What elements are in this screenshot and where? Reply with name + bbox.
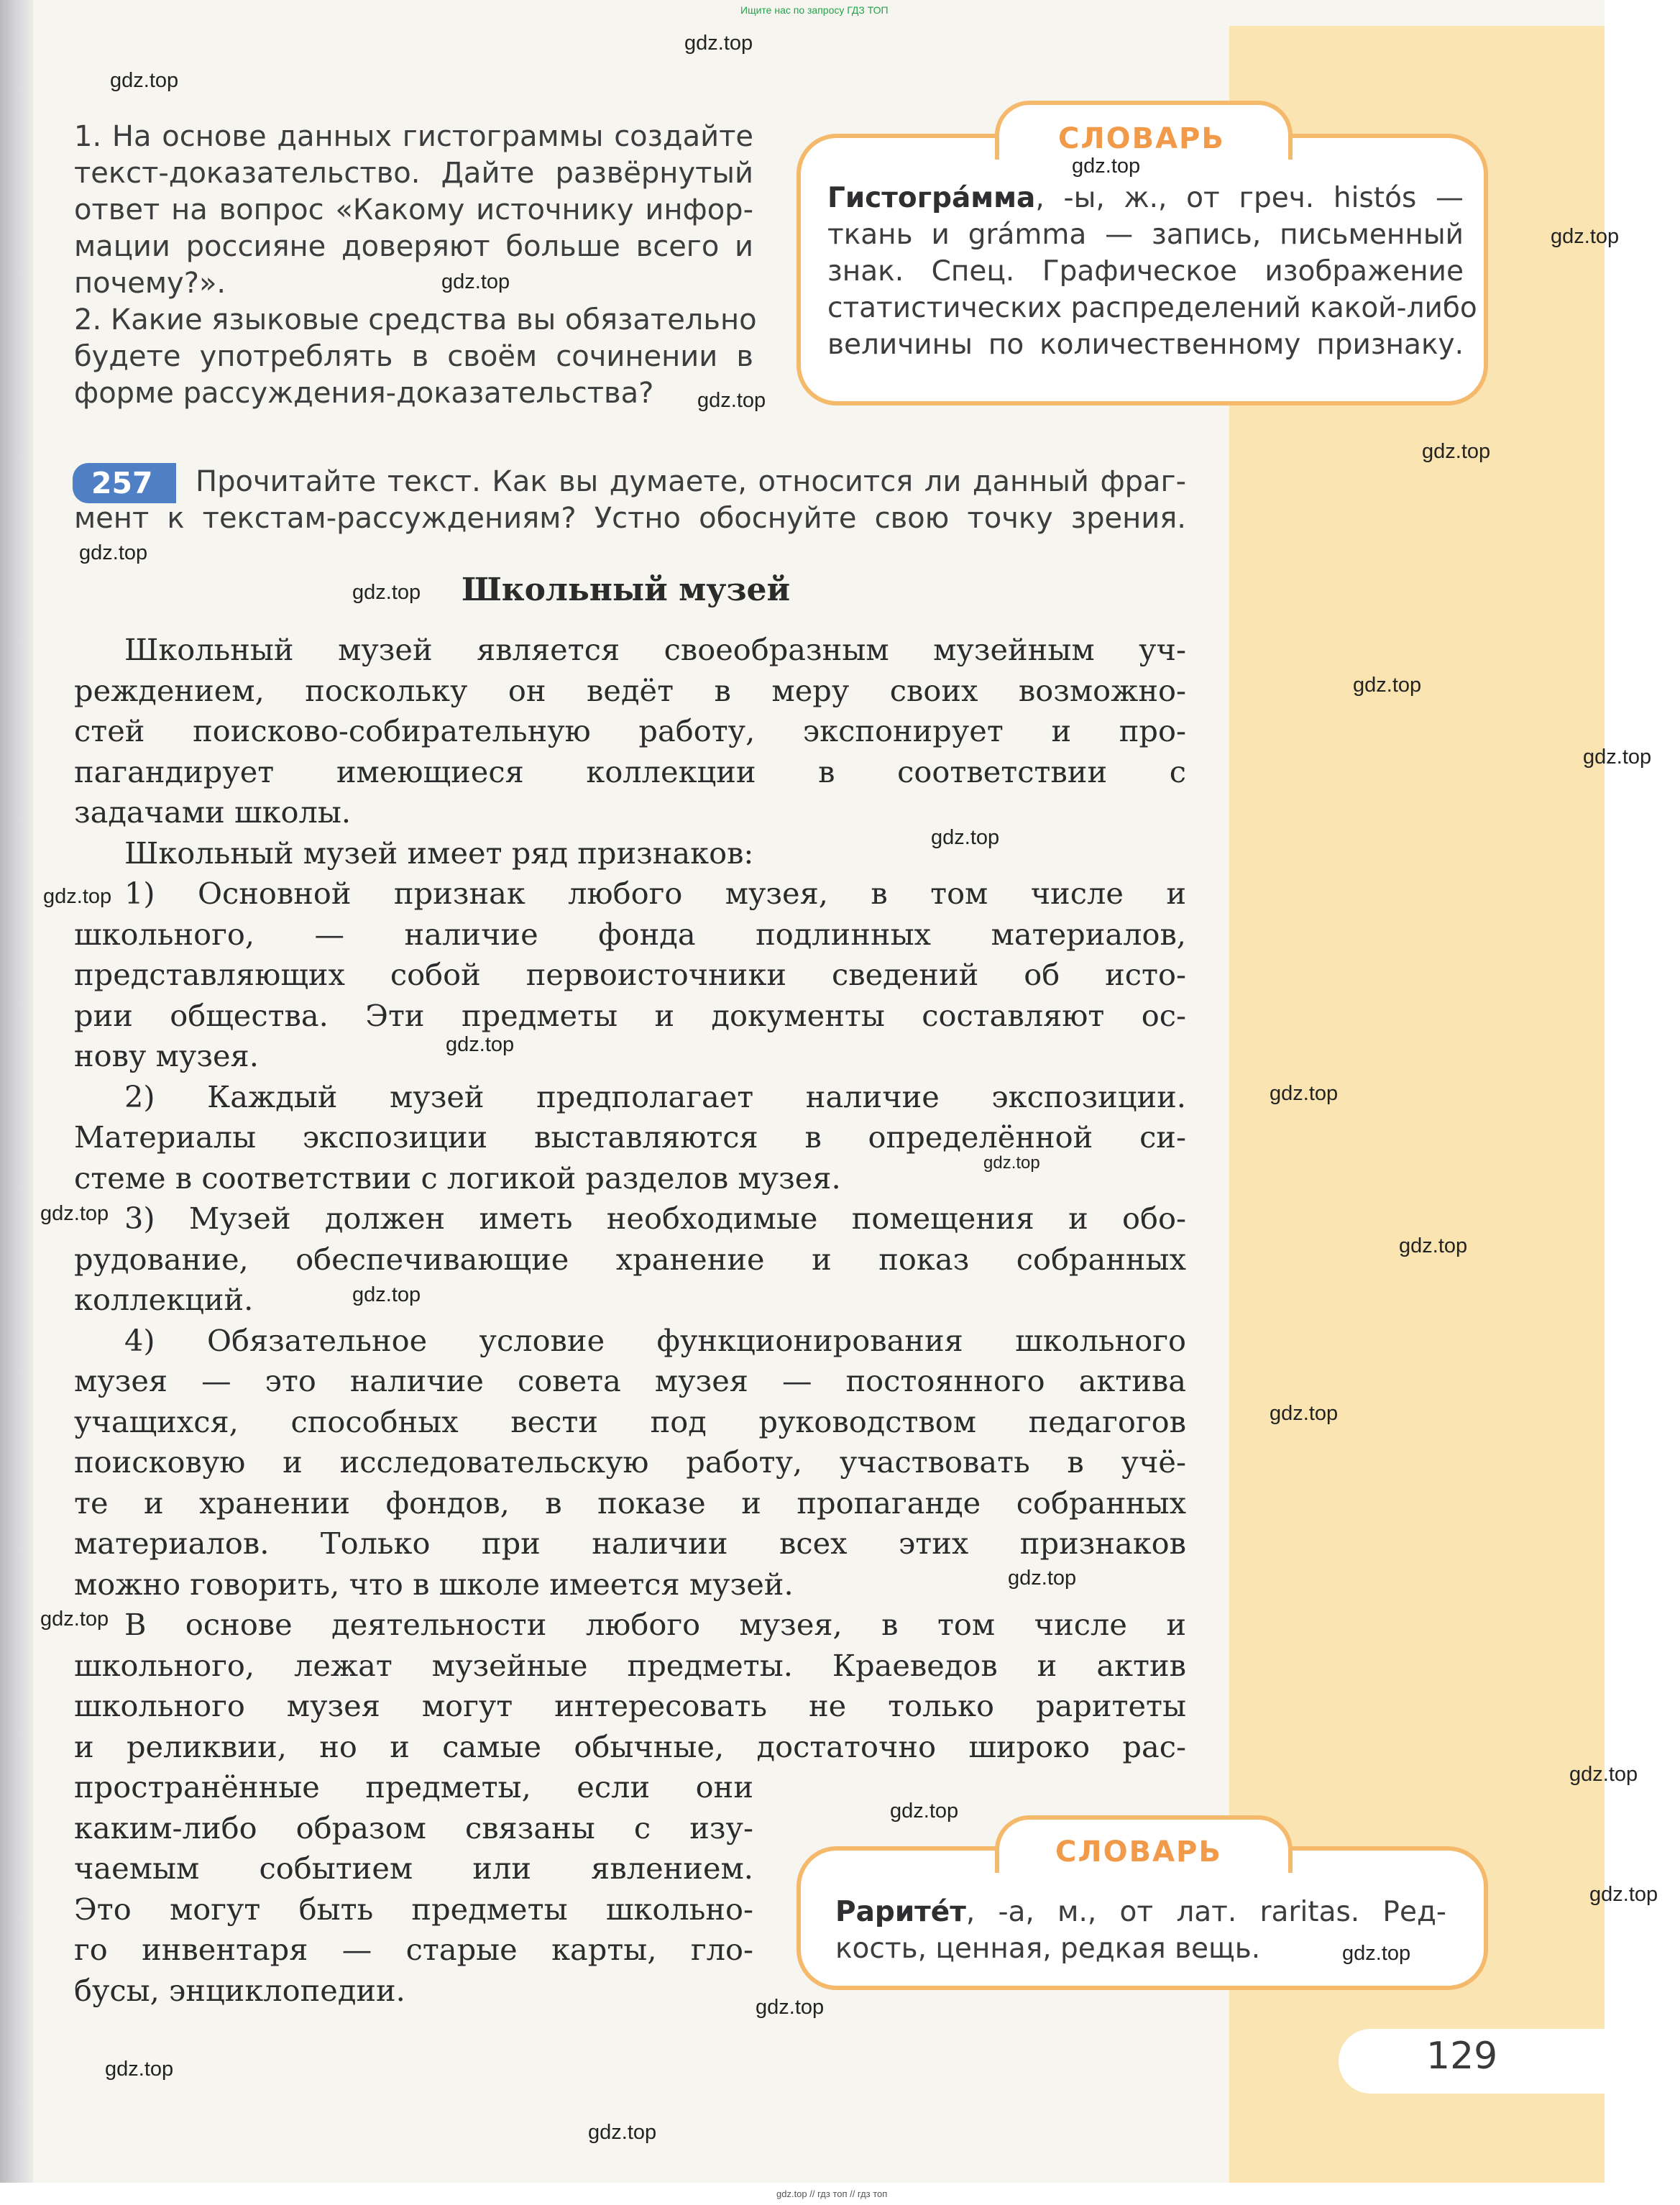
watermark-link[interactable]: gdz.top: [1342, 1942, 1411, 1965]
watermark-link[interactable]: gdz.top: [1270, 1082, 1339, 1105]
page-number: 129: [1426, 2035, 1498, 2078]
dictionary-term: Раритéт: [835, 1896, 966, 1928]
main-text-narrow: [74, 1767, 753, 2011]
watermark-link[interactable]: gdz.top: [40, 1202, 109, 1225]
watermark-link[interactable]: gdz.top: [79, 541, 148, 564]
text-line: пространённые предметы, если они: [74, 1769, 753, 1805]
exercise-instructions-cont: [74, 500, 1186, 537]
watermark-link[interactable]: gdz.top: [105, 2058, 174, 2081]
watermark-link[interactable]: gdz.top: [40, 1608, 109, 1631]
text-title: Школьный музей: [462, 572, 791, 608]
text-line: представляющих собой первоисточники сведений об исто-: [74, 957, 1186, 992]
dictionary-definition: [827, 180, 1477, 363]
exercise-instructions: [196, 464, 1186, 500]
definition-line: Гистогра́мма, -ы, ж., от греч. histós —: [827, 182, 1464, 214]
text-line: материалов. Только при наличии всех этих признаков: [74, 1526, 1186, 1561]
question-line: текст-доказательство. Дайте развёрнутый: [74, 157, 753, 190]
watermark-link[interactable]: gdz.top: [110, 69, 179, 92]
watermark-link[interactable]: gdz.top: [441, 270, 510, 293]
text-line: школьного музея могут интересовать не только раритеты: [74, 1688, 1186, 1723]
watermark-link[interactable]: gdz.top: [1072, 155, 1141, 178]
text-line: рии общества. Эти предметы и документы составляют ос-: [74, 997, 1186, 1033]
exercise-number-badge: 257: [73, 463, 176, 503]
watermark-link[interactable]: gdz.top: [983, 1153, 1040, 1173]
text-line: В основе деятельности любого музея, в том числе и: [124, 1607, 1186, 1642]
text-line: поисковую и исследовательскую работу, участвовать в учё-: [74, 1444, 1186, 1480]
text-line: те и хранении фондов, в показе и пропаганде собранных: [74, 1485, 1186, 1521]
text-line: школьного, — наличие фонда подлинных материалов,: [74, 916, 1186, 952]
text-line: Это могут быть предметы школьно-: [74, 1891, 753, 1927]
dictionary-title: СЛОВАРЬ: [1058, 122, 1225, 155]
watermark-link[interactable]: gdz.top: [931, 826, 1000, 849]
definition-line: Раритéт, -а, м., от лат. raritas. Ред-: [835, 1896, 1446, 1928]
watermark-link[interactable]: gdz.top: [1008, 1567, 1077, 1590]
question-line: будете употреблять в своём сочинении в: [74, 340, 753, 373]
watermark-link[interactable]: gdz.top: [756, 1996, 825, 2019]
watermark-link[interactable]: gdz.top: [446, 1033, 515, 1056]
page-binding-shadow: [0, 0, 33, 2205]
text-line: го инвентаря — старые карты, гло-: [74, 1932, 753, 1967]
instruction-line: Прочитайте текст. Как вы думаете, относится ли данный фраг-: [196, 465, 1186, 498]
text-line: задачами школы.: [74, 794, 352, 830]
watermark-link[interactable]: gdz.top: [1353, 674, 1422, 697]
watermark-link[interactable]: gdz.top: [697, 389, 766, 412]
question-line: ответ на вопрос «Какому источнику инфор-: [74, 193, 753, 226]
watermark-link[interactable]: gdz.top: [1399, 1234, 1468, 1257]
text-line: 4) Обязательное условие функционирования школьного: [124, 1322, 1186, 1358]
text-line: коллекций.: [74, 1282, 254, 1317]
text-line: можно говорить, что в школе имеется музей.: [74, 1566, 794, 1602]
text-line: Школьный музей имеет ряд признаков:: [124, 835, 754, 871]
text-line: школьного, лежат музейные предметы. Краеведов и актив: [74, 1647, 1186, 1683]
text-line: и реликвии, но и самые обычные, достаточно широко рас-: [74, 1728, 1186, 1764]
text-line: Школьный музей является своеобразным музейным уч-: [124, 632, 1186, 667]
watermark-link[interactable]: gdz.top: [588, 2121, 657, 2144]
dictionary-term: Гистогра́мма: [827, 182, 1036, 214]
main-text: [74, 630, 1186, 1767]
watermark-link[interactable]: gdz.top: [890, 1800, 959, 1823]
site-banner[interactable]: Ищите нас по запросу ГДЗ ТОП: [740, 4, 889, 16]
text-line: нову музея.: [74, 1038, 259, 1073]
question-line: 2. Какие языковые средства вы обязательно: [74, 303, 757, 336]
definition-line: кость, ценная, редкая вещь.: [835, 1933, 1261, 1965]
watermark-link[interactable]: gdz.top: [352, 1283, 421, 1306]
definition-line: величины по количественному признаку.: [827, 329, 1464, 361]
questions-block: [74, 119, 757, 412]
text-line: стей поисково-собирательную работу, экспонирует и про-: [74, 713, 1186, 748]
question-line: 1. На основе данных гистограммы создайте: [74, 120, 753, 153]
text-line: 3) Музей должен иметь необходимые помещения и обо-: [124, 1201, 1186, 1236]
dictionary-title: СЛОВАРЬ: [1055, 1835, 1222, 1869]
question-line: форме рассуждения-доказательства?: [74, 377, 654, 410]
watermark-link[interactable]: gdz.top: [1551, 225, 1620, 248]
text-line: музея — это наличие совета музея — постоянного актива: [74, 1363, 1186, 1398]
watermark-link[interactable]: gdz.top: [43, 885, 112, 908]
question-line: почему?».: [74, 267, 226, 300]
text-line: реждением, поскольку он ведёт в меру своих возможно-: [74, 672, 1186, 708]
text-line: каким-либо образом связаны с изу-: [74, 1810, 753, 1846]
watermark-link[interactable]: gdz.top: [1422, 440, 1491, 463]
text-line: Материалы экспозиции выставляются в определённой си-: [74, 1119, 1186, 1155]
text-line: стеме в соответствии с логикой разделов музея.: [74, 1160, 841, 1196]
text-line: рудование, обеспечивающие хранение и показ собранных: [74, 1241, 1186, 1277]
watermark-link[interactable]: gdz.top: [1569, 1763, 1638, 1786]
watermark-link[interactable]: gdz.top: [1583, 746, 1652, 769]
text-line: 1) Основной признак любого музея, в том числе и: [124, 876, 1186, 911]
text-line: учащихся, способных вести под руководством педагогов: [74, 1403, 1186, 1439]
watermark-link[interactable]: gdz.top: [1270, 1402, 1339, 1425]
text-line: пагандирует имеющиеся коллекции в соответствии с: [74, 753, 1186, 789]
site-footer[interactable]: gdz.top // гдз топ // гдз топ: [776, 2188, 888, 2199]
watermark-link[interactable]: gdz.top: [1589, 1883, 1658, 1906]
definition-line: знак. Спец. Графическое изображение: [827, 255, 1464, 288]
text-line: бусы, энциклопедии.: [74, 1972, 405, 2008]
watermark-link[interactable]: gdz.top: [352, 581, 421, 604]
definition-line: статистических распределений какой-либо: [827, 292, 1477, 324]
text-line: чаемым событием или явлением.: [74, 1851, 753, 1886]
text-line: 2) Каждый музей предполагает наличие экспозиции.: [124, 1078, 1186, 1114]
scan-border-right: [1605, 0, 1680, 2205]
instruction-line: мент к текстам-рассуждениям? Устно обоснуйте свою точку зрения.: [74, 502, 1186, 535]
watermark-link[interactable]: gdz.top: [684, 32, 753, 55]
definition-line: ткань и grámma — запись, письменный: [827, 219, 1464, 251]
question-line: мации россияне доверяют больше всего и: [74, 230, 753, 263]
